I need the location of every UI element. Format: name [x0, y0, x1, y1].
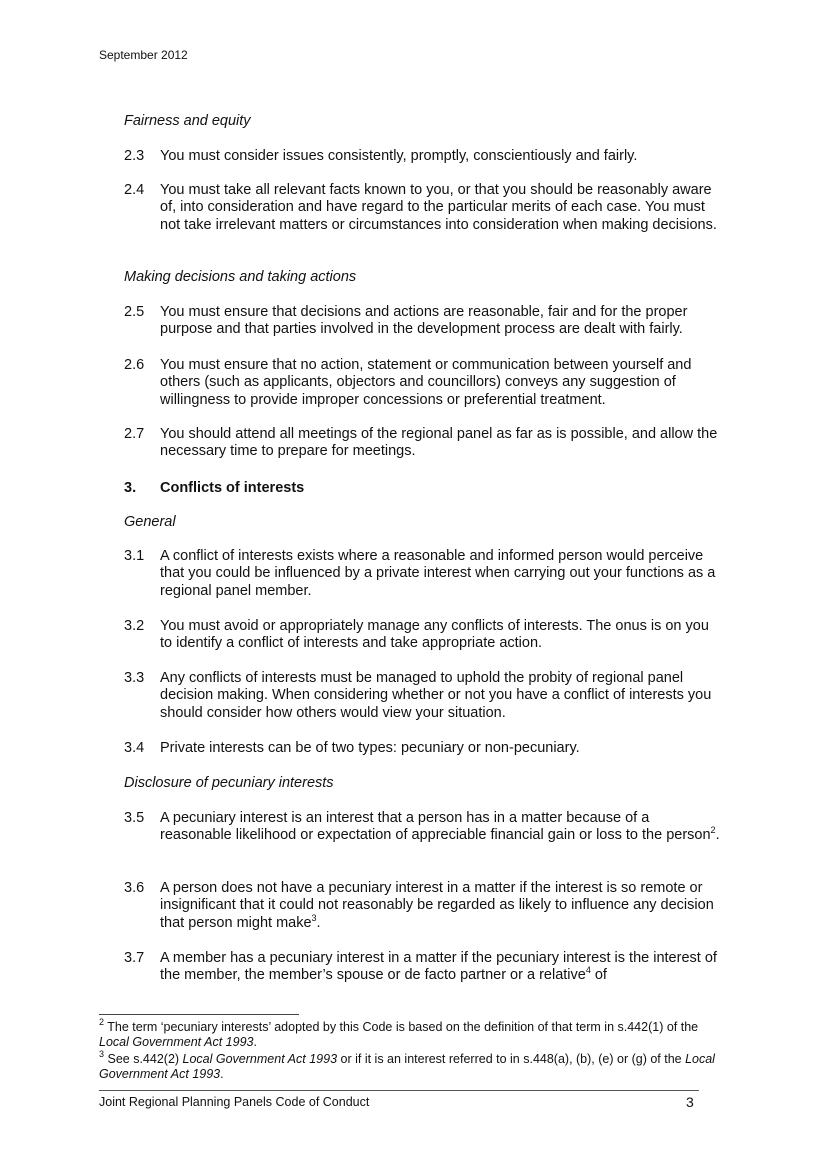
subheading-general: General	[124, 514, 176, 530]
clause-text: Private interests can be of two types: pecuniary or non-pecuniary.	[160, 740, 580, 756]
clause-3-5	[124, 810, 724, 845]
subheading-fairness: Fairness and equity	[124, 113, 251, 129]
footnote-3	[99, 1049, 724, 1082]
footnote-2	[99, 1017, 724, 1050]
clause-number: 3.3	[124, 670, 145, 686]
clause-text: A conflict of interests exists where a reasonable and informed person would perceive that you could be influenced by a private interest when carrying out your functions as a regional panel member.	[160, 548, 716, 599]
clause-text-tail: of	[590, 967, 607, 984]
footnote-ref-2[interactable]: 2	[710, 825, 716, 836]
clause-3-2	[124, 618, 724, 653]
clause-2-3	[124, 148, 724, 165]
footnote-act-name: Local Government Act 1993	[99, 1035, 254, 1049]
clause-text-wrap	[160, 950, 724, 985]
clause-number: 2.3	[124, 148, 145, 164]
clause-number: 3.2	[124, 618, 145, 634]
footer-document-title: Joint Regional Planning Panels Code of Conduct	[99, 1095, 370, 1109]
clause-number: 3.5	[124, 810, 145, 826]
clause-number: 3.7	[124, 950, 145, 966]
subheading-pecuniary: Disclosure of pecuniary interests	[124, 775, 334, 791]
clause-text-tail: .	[715, 827, 720, 844]
clause-text: You must avoid or appropriately manage any conflicts of interests. The onus is on you to identify a conflict of interests and take appropriate action.	[160, 618, 709, 652]
section-title: Conflicts of interests	[160, 480, 305, 496]
clause-text: A person does not have a pecuniary interest in a matter if the interest is so remote or insignificant that it could not reasonably be regarded as likely to influence any decision that person might make	[160, 880, 714, 931]
footnote-mark: 2	[99, 1017, 105, 1027]
footnote-text: See s.442(2)	[104, 1052, 183, 1066]
footer-divider	[99, 1090, 699, 1091]
clause-number: 3.4	[124, 740, 145, 756]
clause-number: 3.1	[124, 548, 145, 564]
footnote-act-name: Local Government Act 1993	[182, 1052, 338, 1066]
page-number: 3	[686, 1094, 694, 1110]
clause-text-wrap	[160, 810, 724, 845]
footnote-divider	[99, 1014, 299, 1015]
clause-2-7	[124, 426, 724, 461]
section-number: 3.	[124, 480, 137, 496]
footnote-act-name-2: Local Government Act 1993	[99, 1052, 715, 1081]
subheading-decisions: Making decisions and taking actions	[124, 269, 357, 285]
clause-text: Any conflicts of interests must be managed to uphold the probity of regional panel decision making. When considering whether or not you have a conflict of interests you should consider how others would view your situation.	[160, 670, 712, 721]
clause-text-tail: .	[316, 914, 321, 931]
clause-text: A pecuniary interest is an interest that a person has in a matter because of a reasonable likelihood or expectation of appreciable financial gain or loss to the person	[160, 810, 711, 844]
clause-3-3	[124, 670, 724, 722]
clause-3-6	[124, 880, 724, 932]
clause-text-wrap	[160, 880, 724, 932]
clause-2-4	[124, 182, 724, 234]
clause-2-6	[124, 357, 724, 409]
clause-text: You must take all relevant facts known to you, or that you should be reasonably aware of, into consideration and have regard to the particular merits of each case. You must not take irrelevant matters or circumstances into consideration when making decisions.	[160, 182, 717, 233]
clause-3-7	[124, 950, 724, 985]
clause-text: You must ensure that no action, statement or communication between yourself and others (such as applicants, objectors and councillors) conveys any suggestion of willingness to provide improper concessions or preferential treatment.	[160, 357, 692, 408]
clause-number: 2.7	[124, 426, 145, 442]
footnote-ref-3[interactable]: 3	[311, 912, 317, 923]
footnote-text: The term ‘pecuniary interests’ adopted by this Code is based on the definition of that term in s.442(1) of the	[104, 1020, 699, 1034]
clause-3-4	[124, 740, 724, 757]
page-header-date: September 2012	[99, 48, 188, 62]
footnote-text-mid: or if it is an interest referred to in s.448(a), (b), (e) or (g) of the	[337, 1052, 686, 1066]
clause-number: 2.6	[124, 357, 145, 373]
clause-2-5	[124, 304, 724, 339]
clause-number: 3.6	[124, 880, 145, 896]
footnote-text-end: .	[253, 1035, 257, 1049]
footnote-text-end: .	[220, 1067, 224, 1081]
footnote-mark: 3	[99, 1049, 105, 1059]
clause-3-1	[124, 548, 724, 600]
clause-text: You should attend all meetings of the regional panel as far as is possible, and allow the necessary time to prepare for meetings.	[160, 426, 718, 460]
footnote-ref-4[interactable]: 4	[585, 965, 591, 976]
clause-text: You must ensure that decisions and actions are reasonable, fair and for the proper purpose and that parties involved in the development process are dealt with fairly.	[160, 304, 688, 338]
clause-number: 2.4	[124, 182, 145, 198]
clause-text: You must consider issues consistently, promptly, conscientiously and fairly.	[160, 148, 638, 164]
clause-number: 2.5	[124, 304, 145, 320]
section-3-heading	[124, 479, 304, 497]
clause-text: A member has a pecuniary interest in a matter if the pecuniary interest is the interest of the member, the member’s spouse or de facto partner or a relative	[160, 950, 717, 984]
